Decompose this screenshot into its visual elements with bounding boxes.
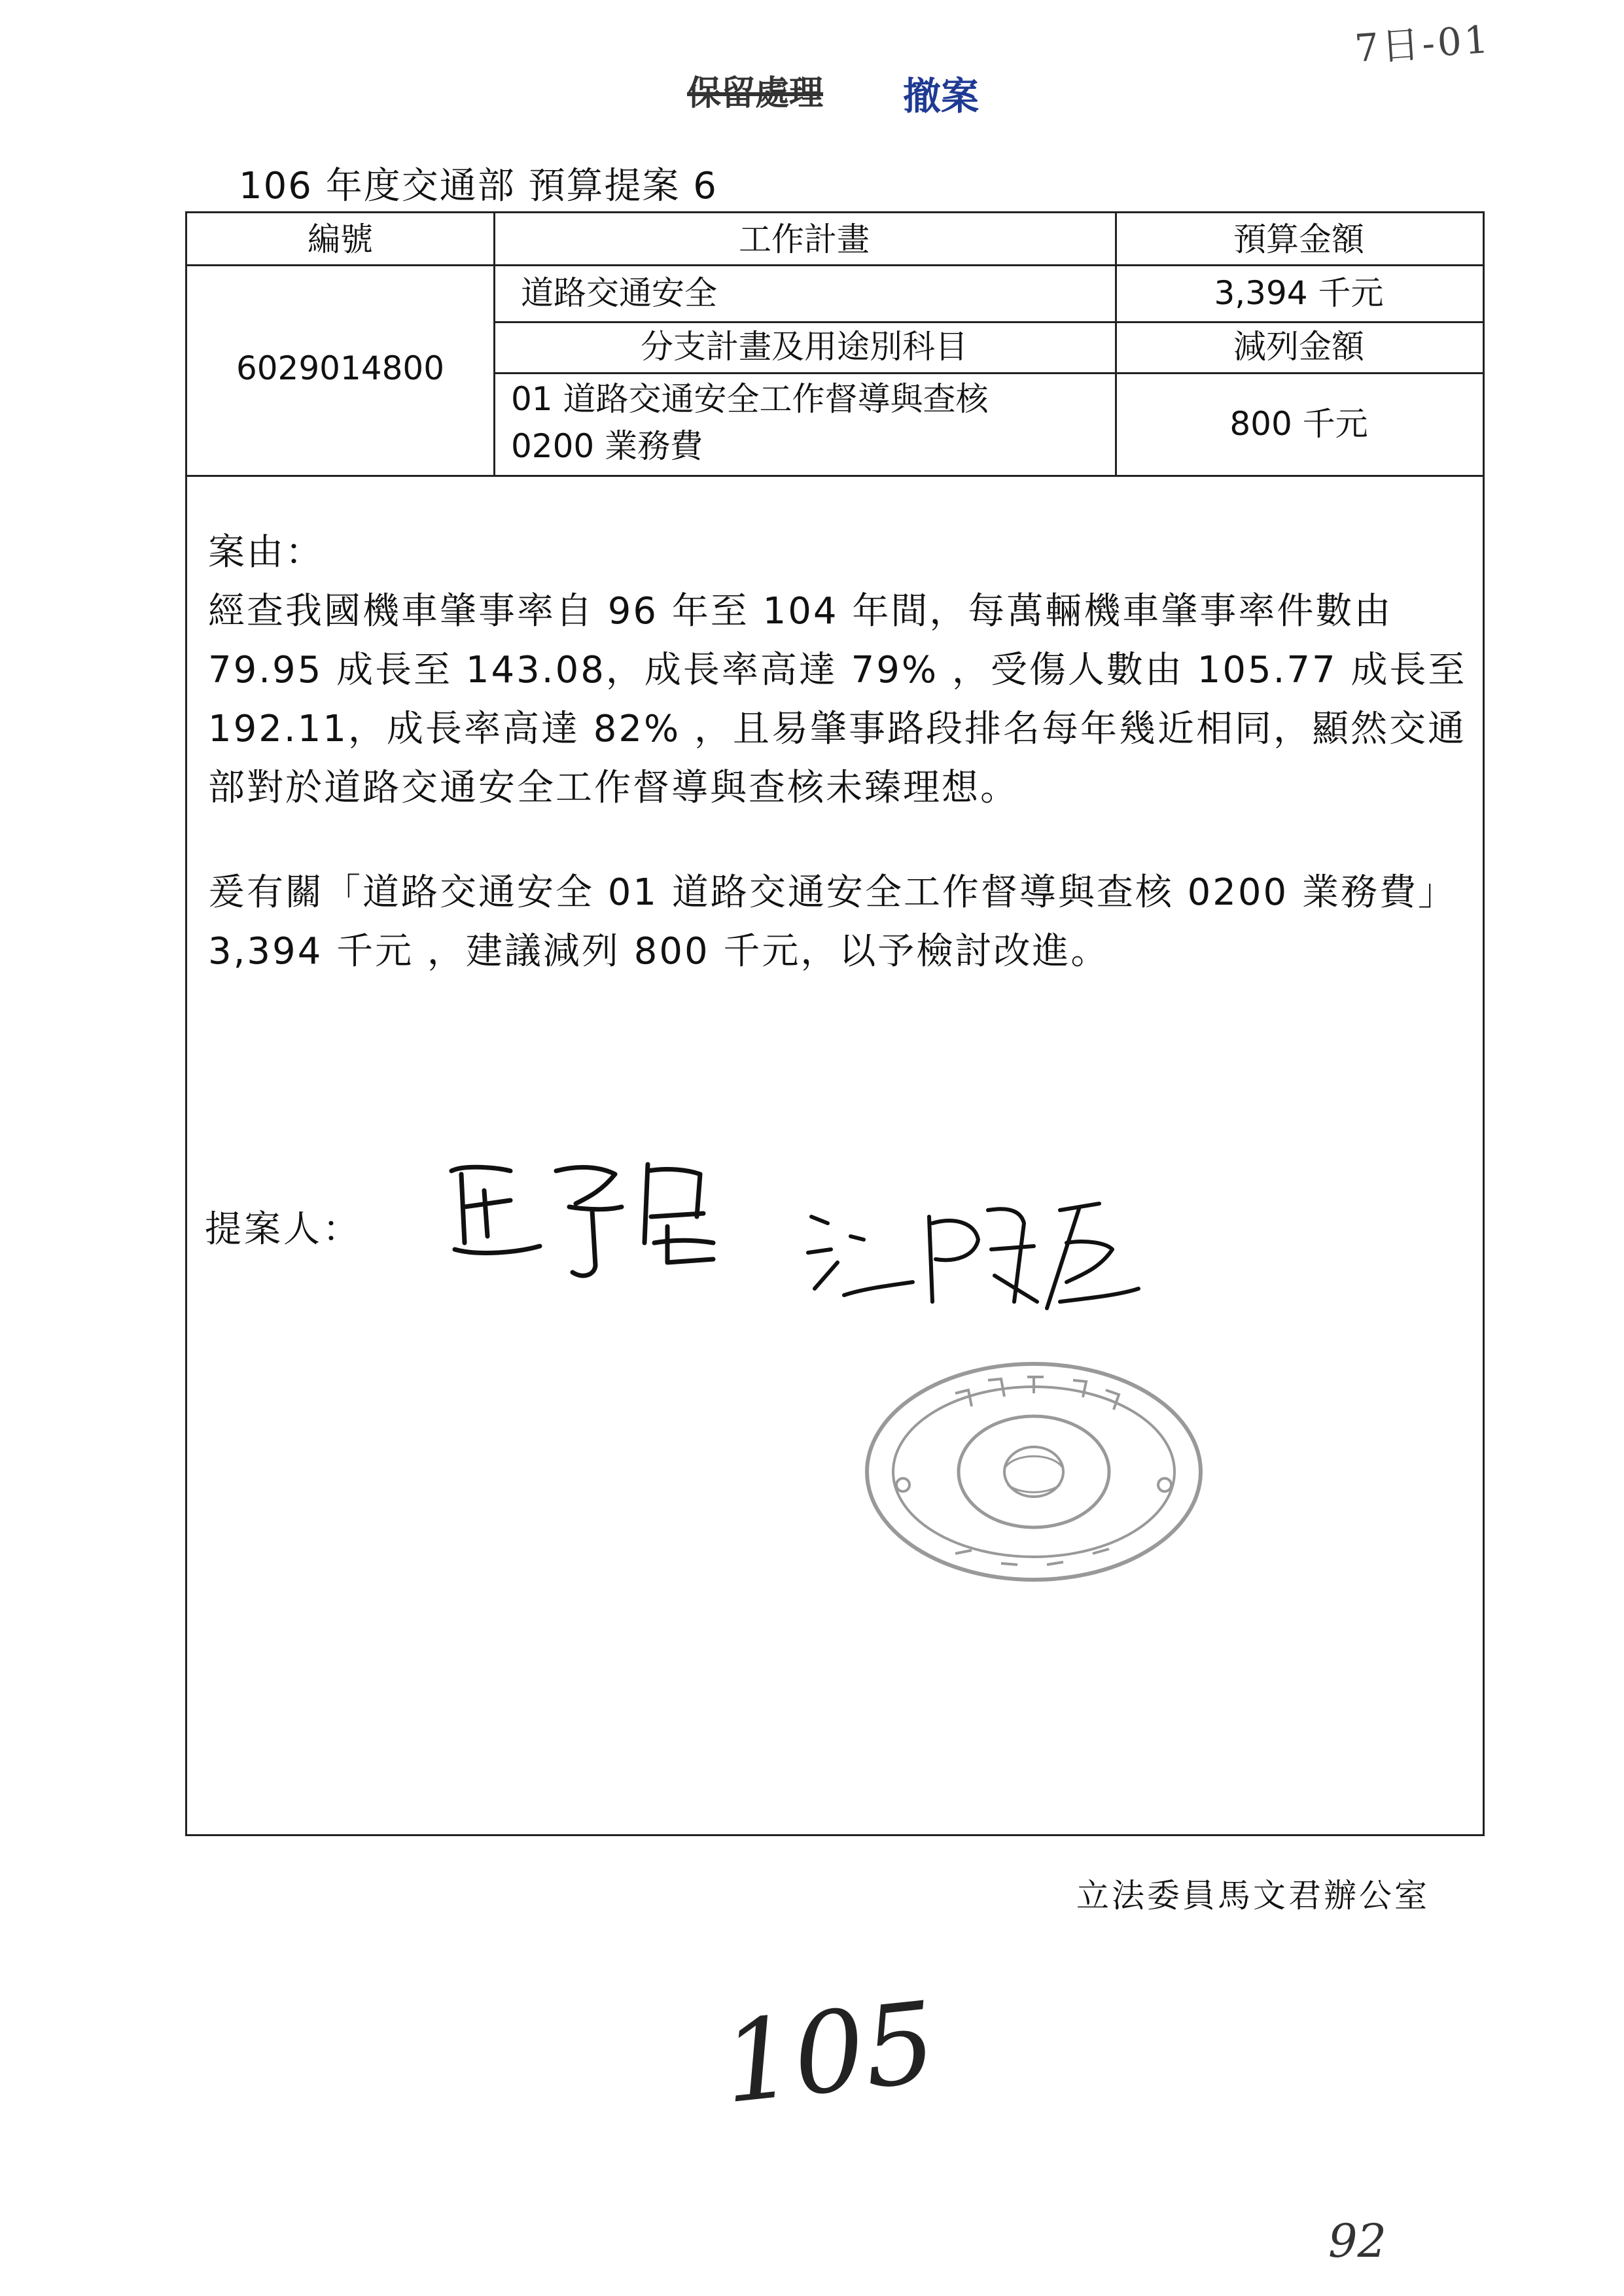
cell-cut-amount: 800 千元 bbox=[1229, 405, 1368, 443]
subheader-sub-plan: 分支計畫及用途別科目 bbox=[641, 328, 968, 366]
reason-paragraph-1: 經查我國機車肇事率自 96 年至 104 年間，每萬輛機車肇事率件數由 79.95 成長至 143.08，成長率高達 79% ，受傷人數由 105.77 成長至 192.11，成長率高達 82% ，且易肇事路段排名每年幾近相同，顯然交通部對於道路交通安全工作督導與查核未臻理想。 bbox=[208, 590, 1467, 809]
status-stamp: 撤案 bbox=[903, 74, 980, 118]
handwritten-number: 105 bbox=[716, 1977, 942, 2129]
page-number: 92 bbox=[1328, 2214, 1387, 2268]
cell-sub-plan-line2: 0200 業務費 bbox=[511, 427, 703, 465]
cell-code: 6029014800 bbox=[236, 349, 445, 387]
cell-plan-name: 道路交通安全 bbox=[521, 274, 717, 312]
official-seal bbox=[857, 1354, 1210, 1590]
document-title: 106 年度交通部 預算提案 6 bbox=[239, 165, 718, 207]
reason-paragraph-2: 爰有關「道路交通安全 01 道路交通安全工作督導與查核 0200 業務費」3,394 千元 ，建議減列 800 千元，以予檢討改進。 bbox=[208, 871, 1456, 973]
cell-sub-plan-line1: 01 道路交通安全工作督導與查核 bbox=[511, 380, 989, 418]
proposal-table bbox=[185, 211, 1485, 1836]
signature-1 bbox=[425, 1145, 733, 1295]
cell-budget-amount: 3,394 千元 bbox=[1214, 274, 1384, 312]
table-rule bbox=[187, 264, 1483, 266]
signature-2 bbox=[798, 1177, 1152, 1328]
page-reference-mark: 7日-01 bbox=[1353, 16, 1492, 71]
header-code: 編號 bbox=[308, 220, 373, 258]
table-rule bbox=[493, 372, 1483, 374]
status-struck-text: 保留處理 bbox=[687, 73, 824, 113]
subheader-cut: 減列金額 bbox=[1233, 328, 1364, 366]
reason-label: 案由： bbox=[208, 531, 324, 574]
header-plan: 工作計畫 bbox=[739, 220, 870, 258]
header-budget: 預算金額 bbox=[1233, 220, 1364, 258]
table-rule bbox=[187, 475, 1483, 477]
office-name: 立法委員馬文君辦公室 bbox=[1076, 1877, 1430, 1915]
table-rule bbox=[493, 321, 1483, 323]
proposer-label: 提案人： bbox=[205, 1208, 362, 1251]
